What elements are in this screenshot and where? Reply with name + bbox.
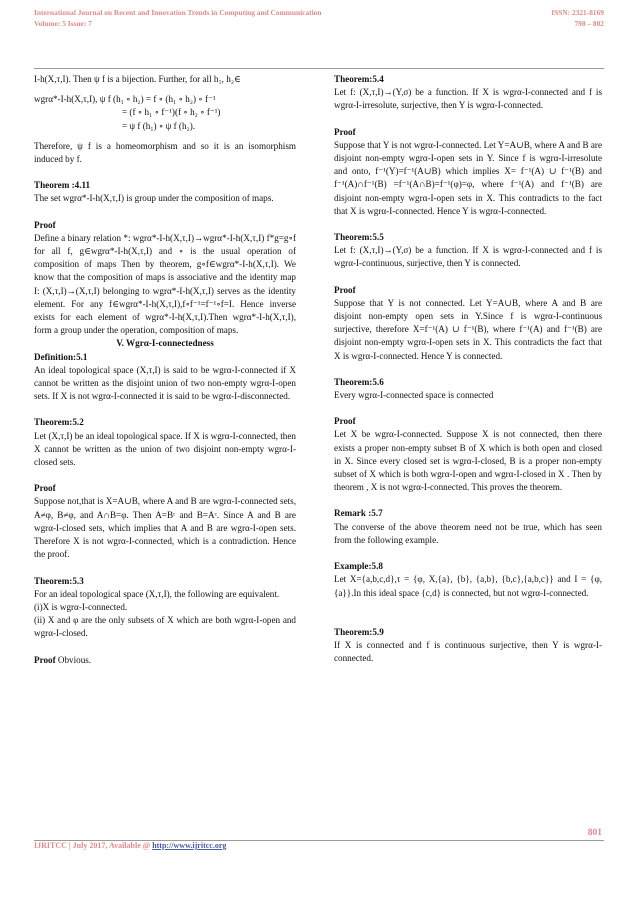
- definition-heading: Definition:5.1: [34, 351, 88, 362]
- remark-body: The converse of the above theorem need not be true, which has seen from the following example.: [334, 521, 602, 545]
- theorem-heading: Theorem:5.6: [334, 376, 384, 387]
- left-column: [34, 73, 296, 667]
- proof-body: Obvious.: [55, 654, 92, 665]
- definition-body: An ideal topological space (X,τ,I) is said to be wgrα-I-connected if X cannot be written as the disjoint union of two non-empty wgrα-I-open sets. If X is not wgrα-I-connected it is said to be wgrα-I-disconnected.: [34, 364, 296, 402]
- remark-heading: Remark :5.7: [334, 508, 383, 519]
- theorem-body: The set wgrα*-I-h(X,τ,I) is group under the composition of maps.: [34, 193, 274, 204]
- section-heading: V. Wgrα-I-connectedness: [116, 338, 214, 349]
- theorem-heading: Theorem:5.3: [34, 575, 84, 586]
- theorem-body: Every wgrα-I-connected space is connected: [334, 390, 494, 401]
- proof-body: Let X be wgrα-I-connected. Suppose X is not connected, then there exists a proper non-empty subset B of X which is both open and closed in X. Since every closed set is wgrα-I-closed, B is a proper non-empty subset of X which is both wgrα-I-open and wgrα-I-closed in X . Then by theorem , X is not wgrα-I-connected. This proves the theorem.: [334, 429, 602, 493]
- issn: ISSN: 2321-8169: [551, 8, 604, 17]
- proof-heading: Proof: [34, 483, 56, 494]
- volume-issue: Volume: 5 Issue: 7: [34, 19, 92, 28]
- header-right: [551, 7, 604, 29]
- header-divider: [34, 68, 604, 69]
- proof-heading: Proof: [334, 416, 356, 427]
- theorem-body: If X is connected and f is continuous surjective, then Y is wgrα-I-connected.: [334, 639, 602, 664]
- proof-heading: Proof: [34, 219, 56, 230]
- proof-heading: Proof: [334, 126, 356, 137]
- theorem-heading: Theorem:5.9: [334, 626, 384, 637]
- journal-title: International Journal on Recent and Innovation Trends in Computing and Communication: [34, 8, 322, 17]
- paragraph: I-h(X,τ,I). Then ψ f is a bijection. Further, for all h₁, h₂∈: [34, 74, 241, 84]
- header-left: [34, 7, 321, 29]
- proof-line: [34, 654, 296, 667]
- footer-text: IJRITCC | July 2017, Available @: [34, 841, 153, 850]
- proof-body: Define a binary relation *: wgrα*-I-h(X,τ,I)→wgrα*-I-h(X,τ,I) f*g=g∘f for all f, g∈wgrα*-I-h(X,τ,I) and ∘ is the usual operation of composition of maps Then by theorem, g∘f∈wgrα*-I-h(X,τ,I). We know that the composition of maps is associative and the identity map I: (X,τ,I)→(X,τ,I) belonging to wgrα*-I-h(X,τ,I) serves as the identity element. For any f∈wgrα*-I-h(X,τ,I),f∘f⁻¹=f⁻¹∘f=I. Hence inverse exists for each element of wgrα*-I-h(X,τ,I).Then wgrα*-I-h(X,τ,I), form a group under the operation, composition of maps.: [34, 232, 296, 336]
- example-body: Let X={a,b,c,d},τ = {φ, X,{a}, {b}, {a,b}, {b,c},{a,b,c}} and I = {φ,{a}}.In this ideal space {c,d} is connected, but not wgrα-I-connected.: [334, 574, 602, 598]
- list-item: (i)X is wgrα-I-connected.: [34, 601, 128, 612]
- paragraph: wgrα*-I-h(X,τ,I), ψ f (h₁ ∘ h₂) = f ∘ (h₁ ∘ h₂) ∘ f⁻¹: [34, 94, 216, 105]
- theorem-body: Let f: (X,τ,I)→(Y,σ) be a function. If X is wgrα-I-connected and f is wgrα-I-irresolute, surjective, then Y is wgrα-I-connected.: [334, 87, 602, 111]
- proof-body: Suppose that Y is not wgrα-I-connected. Let Y=A∪B, where A and B are disjoint non-empty wgrα-I-open sets in Y. Since f is wgrα-I-irresolute and onto, f⁻¹(Y)=f⁻¹(A∪B) which implies X= f⁻¹(A) ∪ f⁻¹(B) and f⁻¹(A)∩f⁻¹(B) =f⁻¹(A∩B)=f⁻¹(φ)=φ, where f⁻¹(A) and f⁻¹(B) are disjoint non-empty wgrα-I-open sets in X. This contradicts to the fact that X is wgrα-I-connected. Hence Y is wgrα-I-connected.: [334, 139, 602, 216]
- theorem-body: Let f: (X,τ,I)→(Y,σ) be a function. If X is wgrα-I-connected and f is wgrα-I-continuous, surjective, then Y is connected.: [334, 245, 602, 269]
- right-column: [334, 73, 602, 665]
- equation-line: = ψ f (h₁) ∘ ψ f (h₂).: [122, 120, 196, 131]
- theorem-body: For an ideal topological space (X,τ,I), the following are equivalent.: [34, 588, 280, 599]
- theorem-heading: Theorem:5.4: [334, 74, 384, 84]
- page-number: 801: [587, 828, 602, 838]
- example-heading: Example:5.8: [334, 561, 383, 572]
- equation-line: = (f ∘ h₁ ∘ f⁻¹)(f ∘ h₂ ∘ f⁻¹): [122, 107, 221, 118]
- proof-heading: Proof: [34, 654, 56, 665]
- page-footer: [34, 841, 226, 850]
- journal-link[interactable]: http://www.ijritcc.org: [152, 841, 227, 850]
- proof-body: Suppose that Y is not connected. Let Y=A∪B, where A and B are disjoint non-empty open sets in Y.Since f is wgrα-I-continuous surjective, therefore X=f⁻¹(A) ∪ f⁻¹(B), where f⁻¹(A) and f⁻¹(B) are disjoint non-empty wgrα-I-open sets in X. This contradicts the fact that X is wgrα-I-connected. Hence Y is connected.: [334, 297, 602, 361]
- paragraph: Therefore, ψ f is a homeomorphism and so it is an isomorphism induced by f.: [34, 140, 296, 165]
- page-range: 798 – 802: [574, 19, 604, 28]
- theorem-body: Let (X,τ,I) be an ideal topological space. If X is wgrα-I-connected, then X cannot be written as the union of two disjoint non-empty wgrα-I-closed sets.: [34, 430, 296, 468]
- list-item: (ii) X and φ are the only subsets of X which are both wgrα-I-open and wgrα-I-closed.: [34, 615, 296, 639]
- proof-body: Suppose not,that is X=A∪B, where A and B are wgrα-I-connected sets, A≠φ, B≠φ, and A∩B=φ. Then A=Bᶜ and B=Aᶜ. Since A and B are wgrα-I-closed sets, which implies that A and B are wgrα-I-open sets. Therefore X is not wgrα-I-connected, which is a contradiction. Hence the proof.: [34, 496, 296, 560]
- theorem-heading: Theorem:5.5: [334, 232, 384, 243]
- theorem-heading: Theorem :4.11: [34, 180, 91, 191]
- theorem-heading: Theorem:5.2: [34, 417, 84, 428]
- page-header: [34, 7, 604, 47]
- proof-heading: Proof: [334, 284, 356, 295]
